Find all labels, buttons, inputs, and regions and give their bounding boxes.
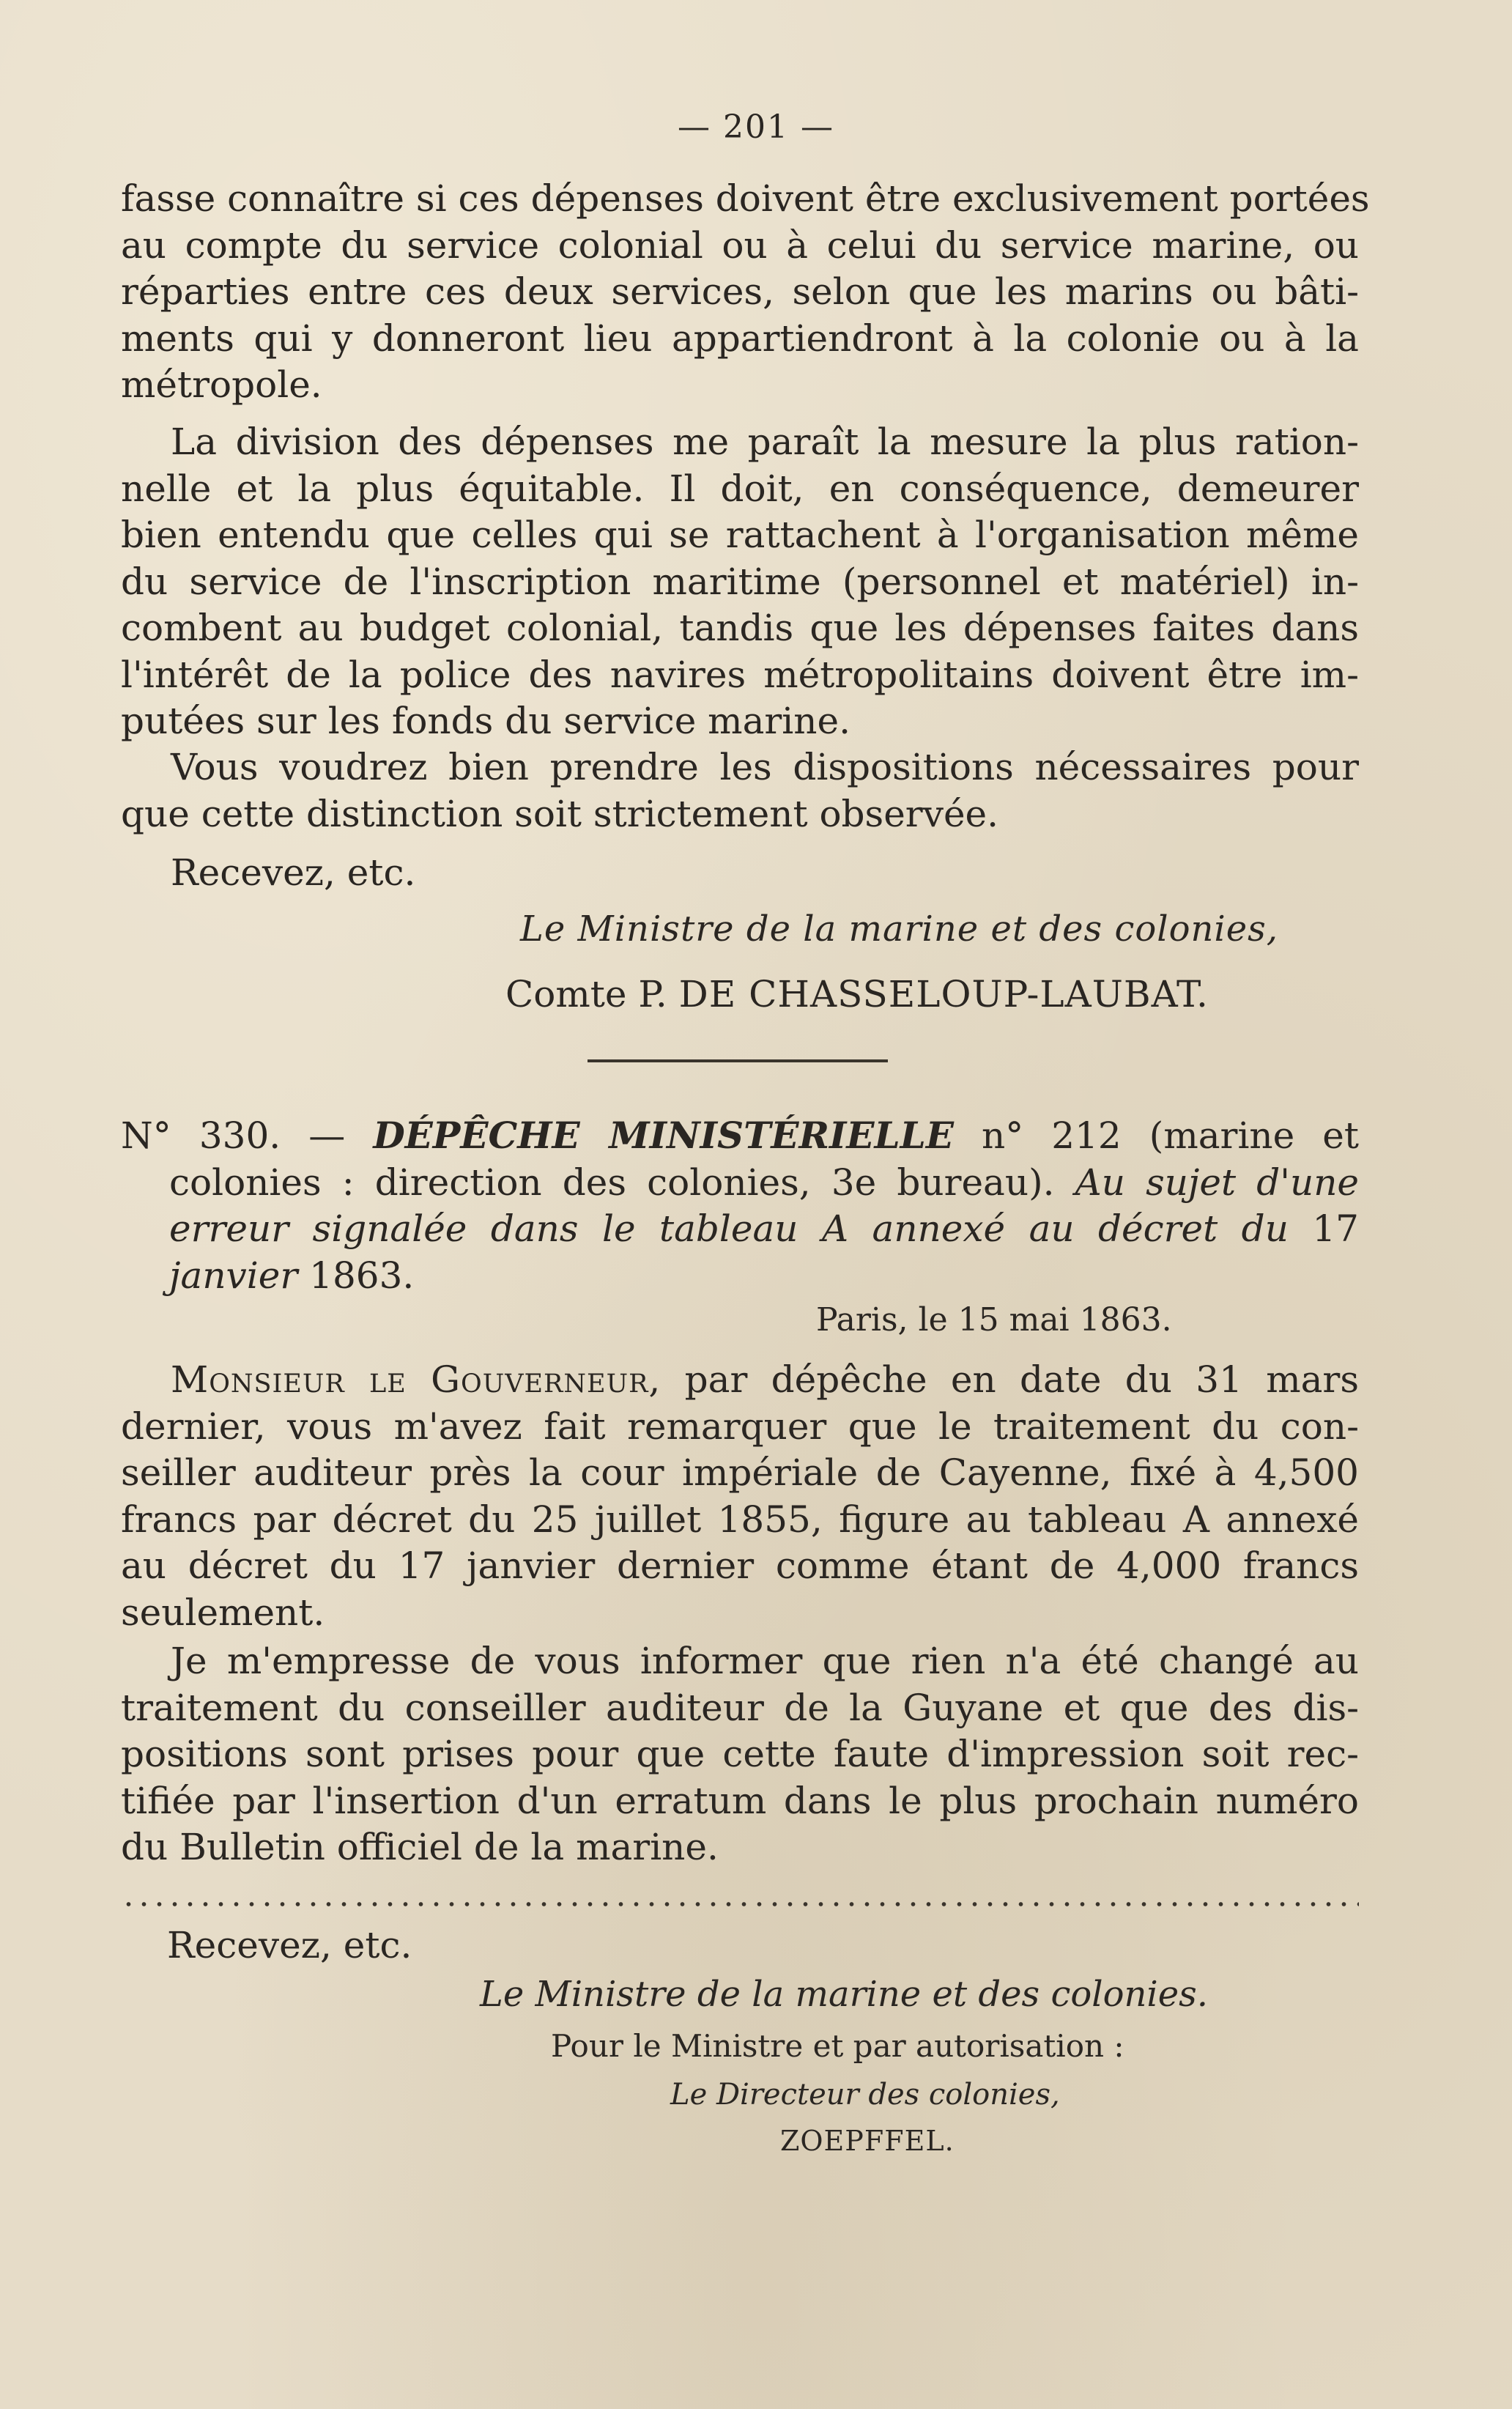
- heading-line: [121, 1206, 1359, 1253]
- section2-closing: Recevez, etc.: [167, 1924, 412, 1966]
- section1-closing: Recevez, etc.: [171, 851, 416, 894]
- text-line: Je m'empresse de vous informer que rien n'a été changé au: [171, 1640, 1359, 1682]
- text-line: combent au budget colonial, tandis que les dépenses faites dans: [121, 607, 1359, 649]
- text-line: positions sont prises pour que cette faute d'impression soit rec-: [121, 1733, 1359, 1775]
- text-line: dernier, vous m'avez fait remarquer que le traitement du con-: [121, 1405, 1359, 1448]
- dispatch-ref: n° 212 (marine et: [982, 1114, 1359, 1157]
- dispatch-number: N° 330. —: [121, 1114, 346, 1157]
- text-line: l'intérêt de la police des navires métropolitains doivent être im-: [121, 653, 1359, 696]
- text-line: fasse connaître si ces dépenses doivent être exclusivement portées: [121, 177, 1370, 220]
- text-line: du Bulletin officiel de la marine.: [121, 1826, 719, 1868]
- text-line: du service de l'inscription maritime (personnel et matériel) in-: [121, 560, 1359, 603]
- section2-paragraph2: [121, 1638, 1359, 1871]
- section1-signature: [505, 973, 1209, 1015]
- text-line: La division des dépenses me paraît la mesure la plus ration-: [171, 421, 1359, 463]
- text-line: tifiée par l'insertion d'un erratum dans le plus prochain numéro: [121, 1779, 1359, 1822]
- text-line: francs par décret du 25 juillet 1855, figure au tableau A annexé: [121, 1498, 1359, 1541]
- heading-subject: erreur signalée dans le tableau A annexé au décret du: [169, 1207, 1289, 1250]
- signature-prefix: Comte P.: [505, 973, 667, 1015]
- section2-paragraph1: [121, 1357, 1359, 1636]
- text-line: seiller auditeur près la cour impériale de Cayenne, fixé à 4,500: [121, 1451, 1359, 1494]
- text-line: bien entendu que celles qui se rattachent à l'organisation même: [121, 514, 1359, 556]
- salutation: Monsieur le Gouverneur,: [171, 1358, 662, 1401]
- text-line: au décret du 17 janvier dernier comme étant de 4,000 francs: [121, 1544, 1359, 1587]
- text-line: putées sur les fonds du service marine.: [121, 700, 850, 742]
- heading-text: colonies : direction des colonies, 3e bureau).: [169, 1161, 1055, 1204]
- heading-line: [121, 1112, 1359, 1160]
- text-line: que cette distinction soit strictement observée.: [121, 792, 999, 835]
- heading-line: [121, 1253, 1359, 1300]
- heading-line: [121, 1160, 1359, 1207]
- text-line: Vous voudrez bien prendre les dispositions nécessaires pour: [171, 746, 1359, 788]
- section2-signature-authorization: Pour le Ministre et par autorisation :: [551, 2028, 1124, 2064]
- text-line: [121, 1357, 1359, 1404]
- section1-paragraph3: [121, 744, 1359, 837]
- text-line: ments qui y donneront lieu appartiendront à la colonie ou à la: [121, 317, 1359, 360]
- text-line: traitement du conseiller auditeur de la Guyane et que des dis-: [121, 1686, 1359, 1729]
- text-line: réparties entre ces deux services, selon que les marins ou bâti-: [121, 270, 1359, 313]
- section2-signature-name: ZOEPFFEL.: [780, 2125, 955, 2157]
- text-line: au compte du service colonial ou à celui du service marine, ou: [121, 223, 1359, 267]
- section1-paragraph2: [121, 419, 1359, 745]
- section2-signature-director: Le Directeur des colonies,: [670, 2078, 1060, 2112]
- heading-subject: janvier: [169, 1254, 298, 1297]
- dateline: Paris, le 15 mai 1863.: [816, 1301, 1172, 1339]
- section2-heading: [121, 1112, 1359, 1299]
- dotted-separator: [121, 1902, 1359, 1906]
- heading-subject: Au sujet d'une: [1075, 1161, 1359, 1204]
- text-line: métropole.: [121, 363, 322, 406]
- section1-signature-title: Le Ministre de la marine et des colonies,: [520, 909, 1279, 950]
- text-run: par dépêche en date du 31 mars: [684, 1358, 1359, 1401]
- section1-paragraph1: [121, 176, 1370, 409]
- text-line: nelle et la plus équitable. Il doit, en conséquence, demeurer: [121, 467, 1359, 510]
- page-number: — 201 —: [678, 108, 834, 146]
- heading-number: 17: [1312, 1207, 1359, 1250]
- dispatch-title: DÉPÊCHE MINISTÉRIELLE: [373, 1114, 954, 1157]
- text-line: seulement.: [121, 1591, 325, 1634]
- section-divider: [588, 1059, 888, 1062]
- heading-year: 1863.: [309, 1254, 415, 1297]
- section2-signature-title: Le Ministre de la marine et des colonies.: [480, 1974, 1209, 2015]
- signature-name: DE CHASSELOUP-LAUBAT.: [678, 973, 1209, 1015]
